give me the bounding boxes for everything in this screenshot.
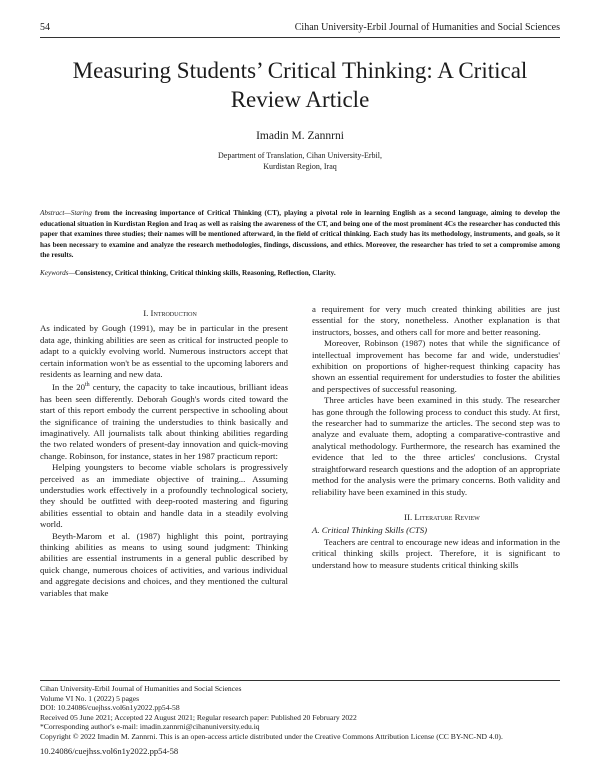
- right-column: [312, 304, 560, 571]
- section-number: I.: [143, 308, 151, 318]
- abstract-lead-word: Staring: [70, 209, 92, 217]
- affiliation-line-1: Department of Translation, Cihan University-Erbil,: [218, 151, 382, 160]
- paragraph-text: century, the capacity to take incautious, brilliant ideas has been seen differently. Deborah Gough's words cited toward the start of this report embody the current perspective in schooling about the significance of training the understudies to think basically and imaginatively. All journalists talk about thinking abilities regarding the two related wonders of present-day innovation and quick-moving change. Robinson, for instance, states in her 1987 practicum report:: [40, 382, 288, 461]
- footnote-dates: Received 05 June 2021; Accepted 22 August 2021; Regular research paper: Published 20 February 2022: [40, 712, 357, 722]
- keywords-text: Consistency, Critical thinking, Critical thinking skills, Reasoning, Reflection, Clarity.: [74, 269, 336, 277]
- author-affiliation: [0, 150, 600, 172]
- abstract-text: from the increasing importance of Critical Thinking (CT), playing a pivotal role in learning English as a second language, aiming to develop the educational situation in Kurdistan Region and Iraq as well as raising the awareness of the CT, and being one of the most prominent 4Cs the researcher has conducted this paper that examines three studies; their names will be mentioned afterward, in the field of critical thinking. Each study has its methodology, instruments, and goals, so it has been necessary to examine and analyze the research methodologies, findings, discussions, and ethics. Moreover, the researcher has tried to set a compromise among the results.: [40, 209, 560, 259]
- section-number: II.: [404, 511, 415, 522]
- paragraph: Moreover, Robinson (1987) notes that while the significance of intellectual improvement has become far and wide, understudies' exhibition on proportions of higher-request thinking capacity has shown an essential requirement for understudies to foster the abilities and perspectives of successful reasoning.: [312, 338, 560, 394]
- section-heading-introduction: [40, 308, 288, 319]
- running-header-journal: Cihan University-Erbil Journal of Humanities and Social Sciences: [294, 22, 560, 33]
- subsection-heading: A. Critical Thinking Skills (CTS): [312, 525, 428, 536]
- footnote-volume: Volume VI No. 1 (2022) 5 pages: [40, 693, 140, 703]
- section-title: Introduction: [150, 308, 197, 318]
- abstract: [40, 208, 560, 261]
- paragraph: a requirement for very much created thinking abilities are just essential for the story, nonetheless. Another explanation is that instructors, bosses, and others call for more and better reasoning.: [312, 304, 560, 337]
- author-name: Imadin M. Zannrni: [256, 130, 344, 142]
- paragraph: Three articles have been examined in this study. The researcher has gone through the following process to conduct this study. At first, the researcher had to summarize the articles. The second step was to analyze and evaluate them, adopting a comparative-contrastive and analytical methodology. Furthermore, the research has examined the evidence that led to the three articles' conclusions. Crystal straightforward research questions and the adoption of an appropriate method for the analysis were the primary concerns. Both validity and reliability have been examined in this study.: [312, 395, 560, 497]
- superscript: th: [85, 382, 90, 389]
- section-heading-literature-review: [312, 512, 560, 523]
- affiliation-line-2: Kurdistan Region, Iraq: [263, 162, 337, 171]
- paragraph-text: In the 20: [52, 382, 85, 393]
- header-rule: [40, 37, 560, 38]
- quoted-paragraph: Helping youngsters to become viable scholars is progressively perceived as an immediate objective of training... Assuming understudies work effectively in a profoundly technological society, they should be outfitted with deep-rooted mastering and figuring abilities essential to obtain and handle data in a steadily evolving world.: [40, 462, 288, 530]
- page-number: 54: [40, 22, 50, 33]
- keywords: [40, 268, 560, 279]
- footnote-journal: Cihan University-Erbil Journal of Humanities and Social Sciences: [40, 684, 242, 693]
- abstract-label: Abstract—: [40, 209, 71, 217]
- paragraph: As indicated by Gough (1991), may be in particular in the present data age, thinking abilities are seen as critical for instructed people to adapt to a quickly evolving world. Numerous instructors accept that certain information won't be as essential to the upcoming laborers and residents as learning and new data.: [40, 323, 288, 380]
- paragraph: [40, 380, 288, 462]
- footer-doi: 10.24086/cuejhss.vol6n1y2022.pp54-58: [40, 746, 179, 756]
- paragraph: Teachers are central to encourage new ideas and information in the critical thinking skills project. Therefore, it is significant to understand how to measure students critical thinking skills: [312, 536, 560, 570]
- paper-title: Measuring Students’ Critical Thinking: A Critical Review Article: [72, 58, 528, 112]
- left-column: [40, 308, 288, 599]
- section-title: Literature Review: [414, 511, 480, 522]
- keywords-label: Keywords—: [40, 269, 75, 277]
- footnote-doi: DOI: 10.24086/cuejhss.vol6n1y2022.pp54-58: [40, 703, 180, 713]
- footnote-copyright: Copyright © 2022 Imadin M. Zannrni. This is an open-access article distributed under the Creative Commons Attribution License (CC BY-NC-ND 4.0).: [40, 731, 503, 741]
- paragraph: Beyth-Marom et al. (1987) highlight this point, portraying thinking abilities as means to using sound judgment: Thinking abilities are essential instruments in a general public described by quick change, numerous choices of activities, and various individual and aggregate decisions and choices, and they mentioned the cultural variables that make: [40, 530, 288, 598]
- footnote-rule: [40, 680, 560, 681]
- footnotes: [40, 684, 560, 742]
- footnote-email: *Corresponding author's e-mail: imadin.zannrni@cihanuniversity.edu.iq: [40, 722, 260, 732]
